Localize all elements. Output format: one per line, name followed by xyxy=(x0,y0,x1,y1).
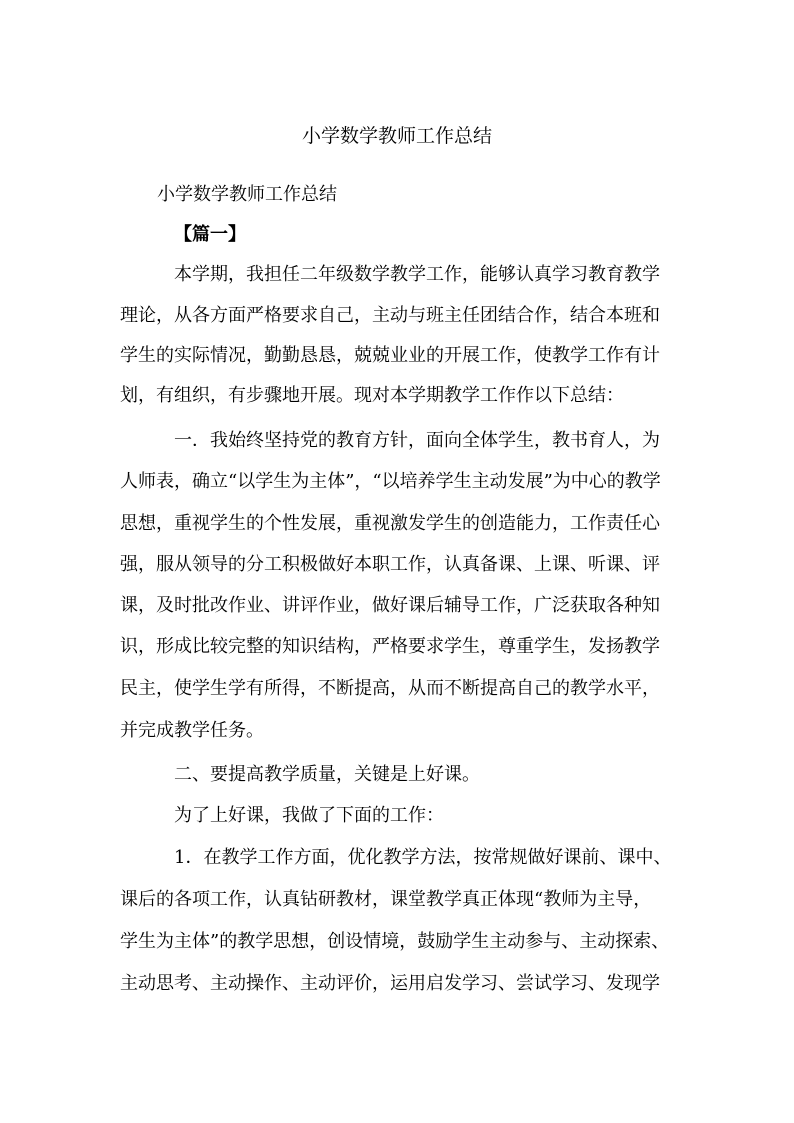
paragraph-line: 一．我始终坚持党的教育方针，面向全体学生，教书育人，为 xyxy=(174,430,660,451)
paragraph-line: 为了上好课，我做了下面的工作： xyxy=(174,805,444,826)
section-heading: 【篇一】 xyxy=(174,224,246,245)
paragraph-line: 学生的实际情况，勤勤恳恳，兢兢业业的开展工作，使教学工作有计 xyxy=(120,345,660,366)
paragraph-line: 划，有组织，有步骤地开展。现对本学期教学工作作以下总结： xyxy=(120,385,624,406)
document-title: 小学数学教师工作总结 xyxy=(301,125,492,147)
paragraph-line: 人师表，确立“以学生为主体”，“以培养学生主动发展”为中心的教学 xyxy=(120,471,661,492)
paragraph-line: 主动思考、主动操作、主动评价，运用启发学习、尝试学习、发现学 xyxy=(120,973,660,994)
paragraph-line: 1．在教学工作方面，优化教学方法，按常规做好课前、课中、 xyxy=(174,847,672,868)
paragraph-line: 识，形成比较完整的知识结构，严格要求学生，尊重学生，发扬教学 xyxy=(120,636,660,657)
paragraph-line: 理论，从各方面严格要求自己，主动与班主任团结合作，结合本班和 xyxy=(120,305,660,326)
paragraph-line: 二、要提高教学质量，关键是上好课。 xyxy=(174,764,480,785)
paragraph-line: 民主，使学生学有所得，不断提高，从而不断提高自己的教学水平， xyxy=(120,678,660,699)
paragraph-line: 思想，重视学生的个性发展，重视激发学生的创造能力，工作责任心 xyxy=(120,513,660,534)
paragraph-line: 并完成教学任务。 xyxy=(120,720,264,741)
paragraph-line: 学生为主体”的教学思想，创设情境，鼓励学生主动参与、主动探索、 xyxy=(120,931,670,952)
paragraph-line: 课，及时批改作业、讲评作业，做好课后辅导工作，广泛获取各种知 xyxy=(120,595,660,616)
paragraph-line: 强，服从领导的分工积极做好本职工作，认真备课、上课、听课、评 xyxy=(120,554,660,575)
paragraph-line: 本学期，我担任二年级数学教学工作，能够认真学习教育教学 xyxy=(174,264,660,285)
paragraph-line: 课后的各项工作，认真钻研教材，课堂教学真正体现“教师为主导， xyxy=(120,889,652,910)
document-subtitle: 小学数学教师工作总结 xyxy=(157,184,337,205)
